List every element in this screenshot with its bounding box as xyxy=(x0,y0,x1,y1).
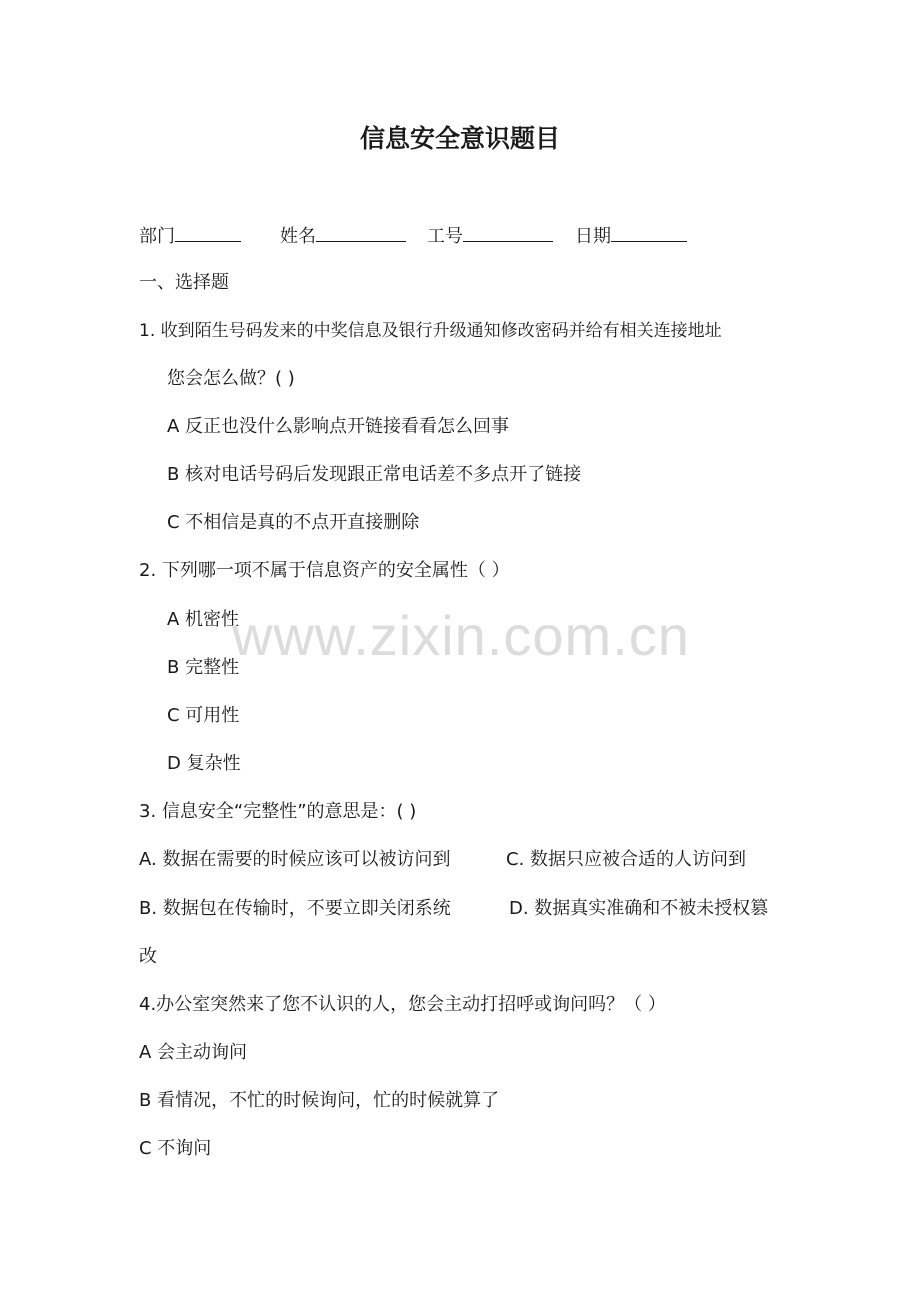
question-3-option-d[interactable]: D. 数据真实准确和不被未授权篡 xyxy=(509,898,769,919)
date-blank[interactable] xyxy=(611,223,687,242)
name-label: 姓名 xyxy=(280,226,316,247)
question-4-text: 4.办公室突然来了您不认识的人，您会主动打招呼或询问吗？（ ） xyxy=(139,994,666,1015)
question-3-option-d-cont: 改 xyxy=(139,946,157,967)
name-field[interactable] xyxy=(280,223,406,249)
date-label: 日期 xyxy=(575,226,611,247)
question-3-option-a[interactable]: A. 数据在需要的时候应该可以被访问到 xyxy=(139,849,451,870)
question-2-option-a[interactable]: A 机密性 xyxy=(167,609,240,630)
question-4-option-b[interactable]: B 看情况，不忙的时候询问，忙的时候就算了 xyxy=(139,1090,500,1111)
document-title: 信息安全意识题目 xyxy=(359,124,560,153)
dept-blank[interactable] xyxy=(175,223,241,242)
question-2-option-d[interactable]: D 复杂性 xyxy=(167,753,241,774)
question-3-text: 3. 信息安全“完整性”的意思是：( ) xyxy=(139,801,417,822)
question-4-option-a[interactable]: A 会主动询问 xyxy=(139,1042,248,1063)
section-title: 一、选择题 xyxy=(139,272,229,293)
dept-field[interactable] xyxy=(139,223,241,249)
dept-label: 部门 xyxy=(139,226,175,247)
question-1-option-b[interactable]: B 核对电话号码后发现跟正常电话差不多点开了链接 xyxy=(167,464,582,485)
question-2-option-b[interactable]: B 完整性 xyxy=(167,657,240,678)
name-blank[interactable] xyxy=(316,223,406,242)
question-4-option-c[interactable]: C 不询问 xyxy=(139,1138,212,1159)
employee-id-blank[interactable] xyxy=(463,223,553,242)
question-1-text-cont: 您会怎么做？( ) xyxy=(167,368,295,389)
question-1-text: 1. 收到陌生号码发来的中奖信息及银行升级通知修改密码并给有相关连接地址 xyxy=(139,321,722,341)
question-2-text: 2. 下列哪一项不属于信息资产的安全属性（ ） xyxy=(139,560,510,581)
question-3-option-b[interactable]: B. 数据包在传输时，不要立即关闭系统 xyxy=(139,898,451,919)
employee-id-label: 工号 xyxy=(427,226,463,247)
employee-id-field[interactable] xyxy=(427,223,553,249)
question-1-option-c[interactable]: C 不相信是真的不点开直接删除 xyxy=(167,512,420,533)
watermark-text: www.zixin.com.cn xyxy=(232,604,690,667)
question-1-option-a[interactable]: A 反正也没什么影响点开链接看看怎么回事 xyxy=(167,416,510,437)
question-2-option-c[interactable]: C 可用性 xyxy=(167,705,240,726)
date-field[interactable] xyxy=(575,223,687,249)
question-3-option-c[interactable]: C. 数据只应被合适的人访问到 xyxy=(506,849,747,870)
